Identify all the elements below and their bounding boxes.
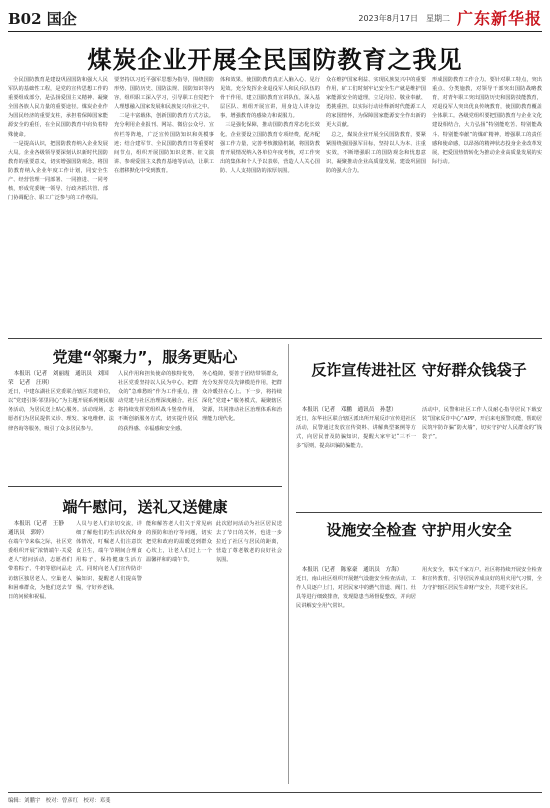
article4-col-2: 人员与老人们亲切交流，详细了解他们的生活状况和身体情况，叮嘱老人们注意饮食卫生，端午节期间合理食用粽子，保持健康生活方式。同时向老人们宣传防诈骗知识，提醒老人们提高警惕，守好养老钱。	[76, 521, 142, 591]
issue-date: 2023年8月17日 星期二	[358, 14, 450, 23]
article2-col-1-wrap	[8, 370, 114, 482]
lead-col-2: 要坚持以习近平强军思想为指导，围绕国防形势、国防历史、国防法规、国防知识等内容，组织职工深入学习，引导职工自觉把个人理想融入国家发展和民族复兴伟业之中。 二是丰富载体，创新国防教育方式方法。充分利用企业报刊、网站、微信公众号、宣传栏等阵地，广泛宣传国防知识和英模事迹；结合建军节、全民国防教育日等重要时间节点，组织开展国防知识竞赛、征文演讲、参观爱国主义教育基地等活动，让职工在潜移默化中受到教育。	[114, 77, 214, 174]
section-divider	[8, 338, 542, 339]
article3-col-1-wrap	[296, 406, 416, 506]
article2-byline: 本报讯（记者 刘丽霞 通讯员 刘国荣 记者 汪琪）	[8, 371, 109, 387]
article4-col-1-wrap	[8, 520, 72, 786]
article4-byline: 本报讯（记者 王静 通讯员 郭婷）	[8, 521, 70, 537]
article5-col-1: 近日，南山社区组织开展燃气设施安全检查活动，工作人员逐户上门，对居民家中的燃气管道、阀门、灶具等进行细致排查，发现隐患当场督促整改，并向居民讲解安全用气常识。	[296, 576, 416, 610]
article3-col-1: 近日，东华社区联合辖区派出所开展反诈宣传进社区活动，民警通过发放宣传资料、讲解典型案例等方式，向居民普及防骗知识，提醒大家牢记“三不一多”原则，提高识骗防骗能力。	[296, 416, 416, 450]
article2-col-2: 人民作用和担负使命的独特优势，社区党委坚持以人民为中心，把群众的“急难愁盼”作为工作重点，推动党建与社区治理深度融合。社区将持续发挥党组织战斗堡垒作用，不断创新服务方式，切实提升居民的获得感、幸福感和安全感。	[118, 371, 198, 432]
lead-col-4: 众在维护国家利益、实现民族复兴中的重要作用，矿工们时刻牢记安全生产就是维护国家能源安全的道理，立足岗位、敬业奉献、勇挑重担，以实际行动诠释新时代能源工人的家国情怀，为保障国家能源安全作出新的更大贡献。 总之，煤炭企业开展全民国防教育，要紧紧围绕强国强军目标，坚持以人为本、注重实效，不断增强职工的国防观念和忧患意识，凝聚推动企业高质量发展、建设巩固国防的强大合力。	[326, 77, 426, 174]
article4-col-4: 此次慰问活动为社区居民送去了节日的关怀，也进一步拉近了社区与居民的距离，营造了尊老敬老的良好社会氛围。	[216, 521, 282, 564]
article4-col-1: 在端午节来临之际，社区党委组织开展“浓情端午·关爱老人”慰问活动，志愿者们带着粽子、牛奶等慰问品走访辖区独居老人、空巢老人和困难群众，为他们送去节日的问候和祝福。	[8, 539, 72, 600]
article3-byline: 本报讯（记者 邓鹏 通讯员 孙慧）	[296, 407, 397, 413]
article3-col-2: 活动中，民警和社区工作人员耐心指导居民下载安装“国家反诈中心”APP，开启来电预警功能，帮助居民筑牢防诈骗“防火墙”，切实守护好人民群众的“钱袋子”。	[422, 407, 542, 441]
lead-col-5: 形成国防教育工作合力。要针对职工特点，突出重点、分类施教，对领导干部突出国防战略教育，对青年职工突出国防历史和国防技能教育，对退役军人突出优良传统教育，使国防教育覆盖全体职工。各级党组织要把国防教育与企业文化建设相结合，大力弘扬“特别能吃苦、特别能战斗、特别能奉献”的煤矿精神，增强职工的责任感和使命感，以昂扬的精神状态投身企业改革发展，把爱国热情转化为推动企业高质量发展的实际行动。	[432, 77, 542, 165]
article5-byline: 本报讯（记者 陈家豪 通讯员 方海）	[296, 567, 403, 573]
article3-divider	[296, 512, 542, 513]
article5-col-1-wrap	[296, 566, 416, 786]
article3-headline-text: 反诈宣传进社区 守好群众钱袋子	[311, 361, 527, 379]
page-number	[8, 8, 77, 29]
article2-headline: 党建“邻聚力”，服务更贴心	[52, 348, 238, 366]
article5-headline-text: 设施安全检查 守护用火安全	[326, 521, 512, 539]
page-no: B02	[8, 10, 42, 28]
article2-col-3: 务心缝隙，要善于团结带领群众，充分发挥党员先锋模范作用，把群众冷暖挂在心上。下一步，将持续深化“党建+”服务模式，凝聚辖区资源，共同推动社区治理体系和治理能力现代化。	[202, 371, 282, 423]
lead-headline: 煤炭企业开展全民国防教育之我见	[87, 46, 463, 74]
editor-credits: 编辑：刘鹏宇 校对：曾彦红 校对：邓斐	[8, 798, 111, 804]
newspaper-logo: 广东新华报	[456, 9, 542, 28]
article4-col-3: 能和解答老人们关于常见病的预防和治疗等问题，切实把党和政府的温暖送到群众心坎上，让老人们过上一个温馨祥和的端午节。	[146, 521, 212, 564]
lead-col-3: 体和效果，使国防教育真正入脑入心、见行见效。充分发挥企业退役军人和民兵队伍的骨干作用，建立国防教育宣讲队伍，深入基层区队、班组开展宣讲，用身边人讲身边事，增强教育的感染力和说服力。 三是强化保障，推动国防教育常态化长效化。企业要设立国防教育专项经费，配齐配强工作力量，完善考核激励机制，将国防教育开展情况纳入各单位年度考核，对工作突出的集体和个人予以表彰，营造人人关心国防、人人支持国防的浓厚氛围。	[220, 77, 320, 174]
article3-headline	[296, 360, 542, 380]
lead-col-1: 全民国防教育是建设巩固国防和强大人民军队的基础性工程，是党的宣传思想工作的重要组成部分，是弘扬爱国主义精神、凝聚全国各族人民力量的重要途径。煤炭企业作为国民经济的重要支柱，承担着保障国家能源安全的重任，在全民国防教育中肩负着特殊使命。 一是提高认识，把国防教育纳入企业发展大局。企业各级领导要深刻认识新时代国防教育的重要意义，切实增强国防观念，将国防教育纳入企业年度工作计划，同安全生产、经营管理一同部署、一同推进、一同考核，形成党委统一领导、行政齐抓共管、部门协调配合、职工广泛参与的工作格局。	[8, 77, 108, 202]
column-divider	[288, 344, 289, 784]
page-footer	[8, 792, 542, 804]
article5-headline	[296, 520, 542, 540]
page-header	[8, 4, 542, 32]
article2-divider	[8, 486, 282, 487]
article5-col-2: 用火安全，事关千家万户。社区将持续开展安全检查和宣传教育，引导居民养成良好的用火用气习惯，全力守护辖区居民生命财产安全，共建平安社区。	[422, 567, 542, 592]
article2-col-1: 近日，中建东湖社区党委联合辖区共建单位，以“党建引领·邻里同心”为主题开展系列便民服务活动，为居民送上贴心服务。活动现场，志愿者们为居民提供义诊、理发、家电维修、法律咨询等服务，吸引了众多居民参与。	[8, 389, 114, 432]
article4-headline: 端午慰问，送礼又送健康	[62, 498, 228, 516]
section-name: 国企	[46, 10, 77, 28]
